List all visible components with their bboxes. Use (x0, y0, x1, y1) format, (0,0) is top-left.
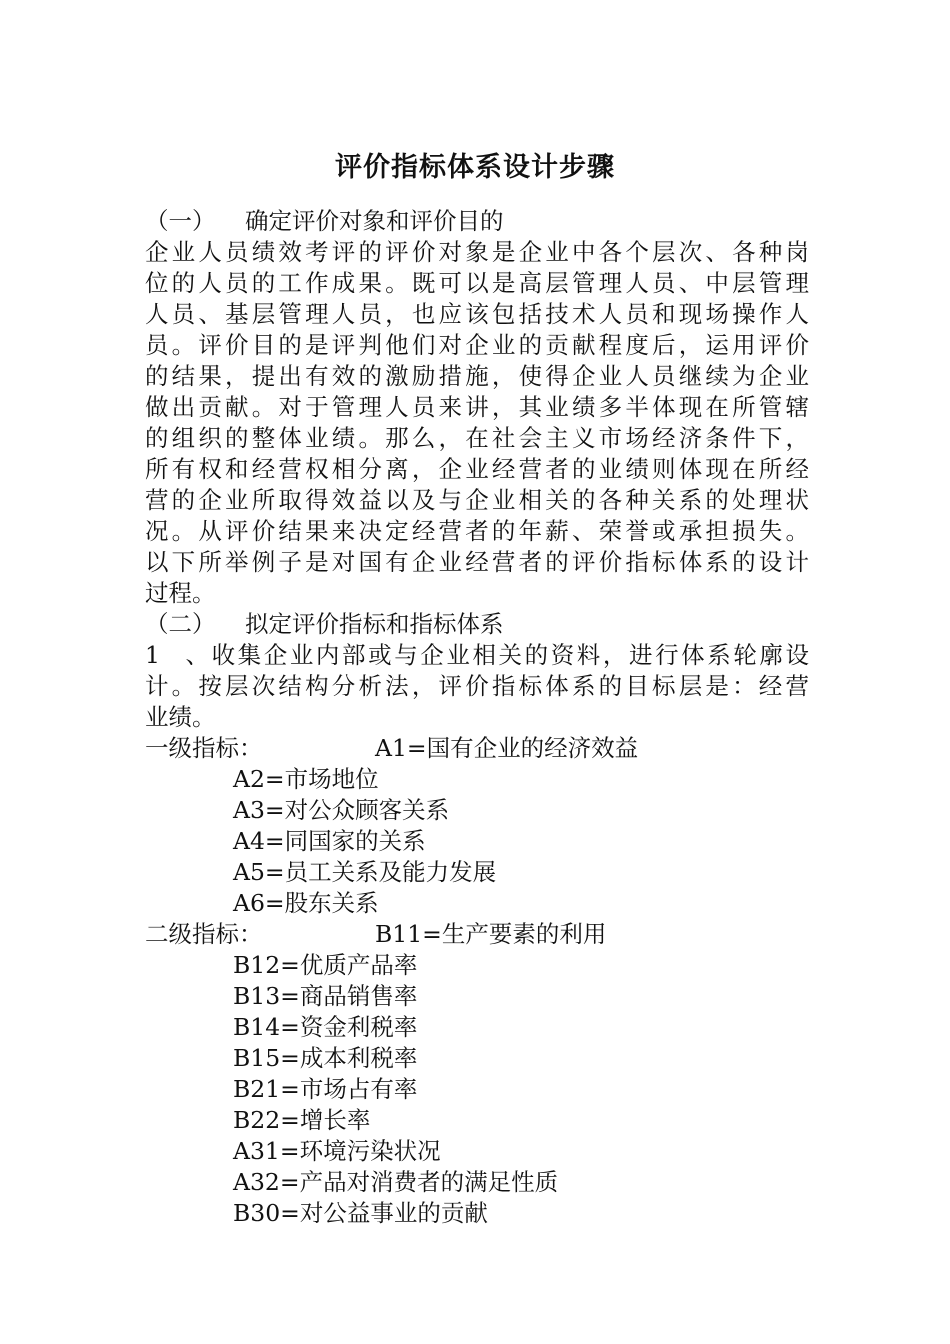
paragraph-line: 的结果，提出有效的激励措施，使得企业人员继续为企业 (145, 362, 809, 390)
paragraph-line: 所有权和经营权相分离，企业经营者的业绩则体现在所经 (145, 455, 809, 483)
paragraph-line: 做出贡献。对于管理人员来讲，其业绩多半体现在所管辖 (145, 393, 809, 421)
paragraph-line: 员。评价目的是评判他们对企业的贡献程度后，运用评价 (145, 331, 809, 359)
paragraph-line: 业绩。 (145, 703, 216, 731)
document-title: 评价指标体系设计步骤 (335, 152, 615, 183)
paragraph-line: 位的人员的工作成果。既可以是高层管理人员、中层管理 (145, 269, 809, 297)
section1-title: 确定评价对象和评价目的 (245, 207, 504, 235)
indicator-item: A1=国有企业的经济效益 (375, 734, 639, 762)
level2-indicators (145, 919, 809, 1229)
paragraph-line: 计。按层次结构分析法，评价指标体系的目标层是：经营 (145, 672, 809, 700)
paragraph-line: 以下所举例子是对国有企业经营者的评价指标体系的设计 (145, 548, 809, 576)
indicator-item: A4=同国家的关系 (233, 827, 426, 855)
document-body (145, 206, 809, 1229)
indicator-item: B14=资金利税率 (233, 1013, 418, 1041)
indicator-item: B21=市场占有率 (233, 1075, 418, 1103)
item1-first-line (145, 640, 809, 671)
indicator-item: B22=增长率 (233, 1106, 371, 1134)
indicator-item: A3=对公众顾客关系 (233, 796, 450, 824)
section2-number: （二） (145, 610, 216, 638)
section1-paragraph (145, 237, 809, 609)
indicator-item: A31=环境污染状况 (233, 1137, 441, 1165)
level2-label: 二级指标： (145, 920, 263, 948)
indicator-item: A32=产品对消费者的满足性质 (233, 1168, 559, 1196)
level2-first-row (145, 919, 809, 950)
level1-first-row (145, 733, 809, 764)
paragraph-line: 企业人员绩效考评的评价对象是企业中各个层次、各种岗 (145, 238, 809, 266)
indicator-item: B30=对公益事业的贡献 (233, 1199, 488, 1227)
item1-text: 收集企业内部或与企业相关的资料，进行体系轮廓设 (209, 641, 809, 669)
paragraph-line: 人员、基层管理人员，也应该包括技术人员和现场操作人 (145, 300, 809, 328)
indicator-item: A2=市场地位 (233, 765, 379, 793)
indicator-item: B11=生产要素的利用 (375, 920, 607, 948)
indicator-item: B13=商品销售率 (233, 982, 418, 1010)
paragraph-line: 的组织的整体业绩。那么，在社会主义市场经济条件下， (145, 424, 809, 452)
indicator-item: A6=股东关系 (233, 889, 379, 917)
indicator-item: B12=优质产品率 (233, 951, 418, 979)
indicator-item: B15=成本利税率 (233, 1044, 418, 1072)
level1-indicators (145, 733, 809, 919)
paragraph-line: 过程。 (145, 579, 216, 607)
section1-number: （一） (145, 207, 216, 235)
indicator-item: A5=员工关系及能力发展 (233, 858, 497, 886)
paragraph-line: 营的企业所取得效益以及与企业相关的各种关系的处理状 (145, 486, 809, 514)
item1-number: 1、 (145, 641, 209, 669)
section2-heading (145, 609, 809, 640)
level1-label: 一级指标： (145, 734, 263, 762)
item1-paragraph (145, 640, 809, 733)
section1-heading (145, 206, 809, 237)
section2-title: 拟定评价指标和指标体系 (245, 610, 504, 638)
paragraph-line: 况。从评价结果来决定经营者的年薪、荣誉或承担损失。 (145, 517, 809, 545)
